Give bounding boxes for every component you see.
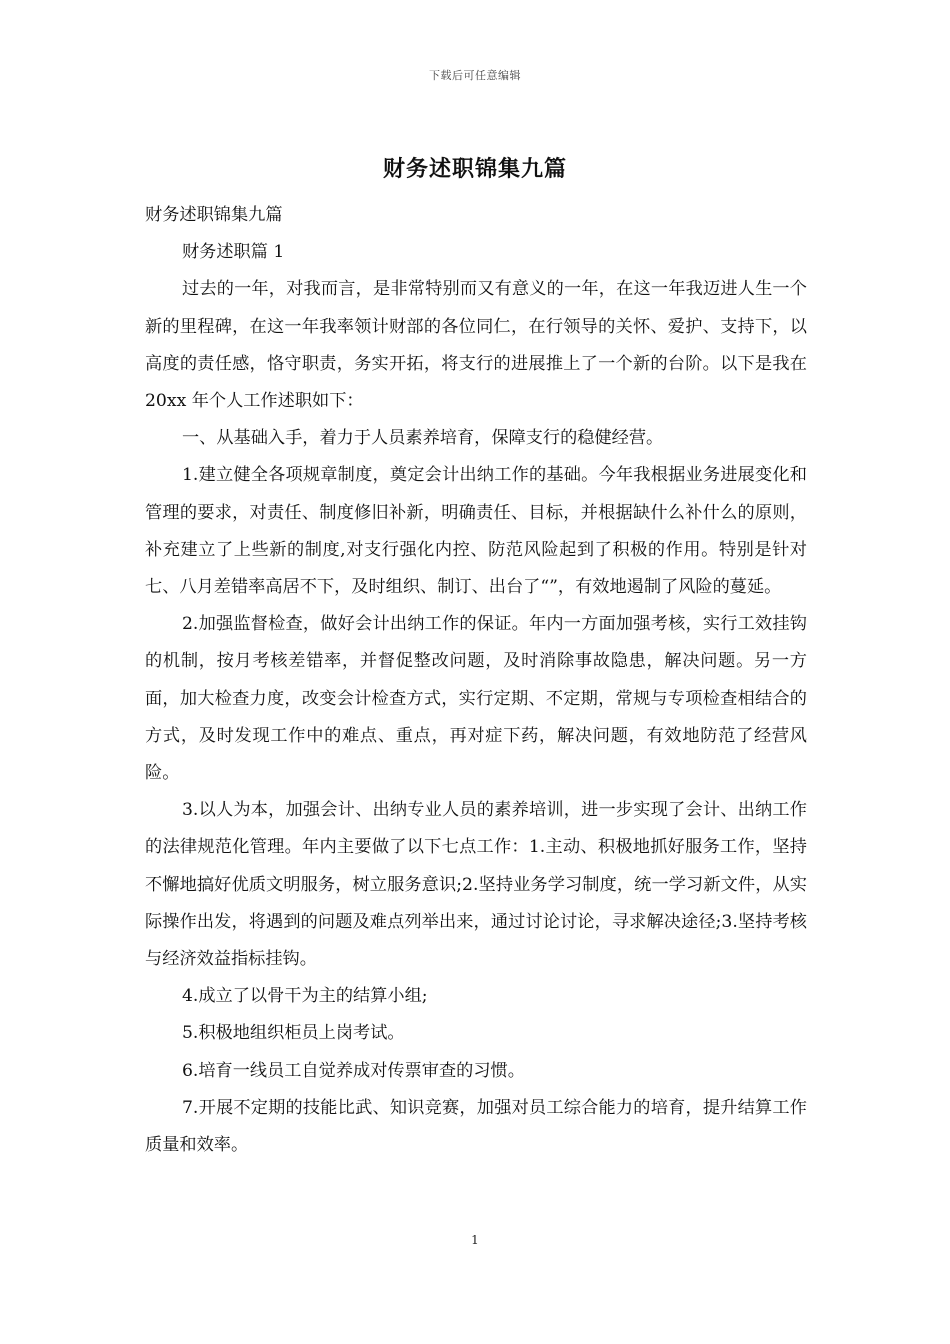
paragraph: 4.成立了以骨干为主的结算小组; <box>181 986 428 1007</box>
document-title: 财务述职锦集九篇 <box>382 156 567 182</box>
page-number: 1 <box>471 1233 479 1247</box>
paragraph: 3.以人为本，加强会计、出纳专业人员的素养培训，进一步实现了会计、出纳工作的法律规范化管理。年内主要做了以下七点工作：1.主动、积极地抓好服务工作，坚持不懈地搞好优质文明服务，树立服务意识;2.坚持业务学习制度，统一学习新文件，从实际操作出发，将遇到的问题及难点列举出来，通过讨论讨论，寻求解决途径;3.坚持考核与经济效益指标挂钩。 <box>145 800 807 970</box>
document-subtitle: 财务述职锦集九篇 <box>145 205 283 225</box>
header-note: 下载后可任意编辑 <box>429 69 521 82</box>
paragraph: 6.培育一线员工自觉养成对传票审查的习惯。 <box>181 1060 525 1081</box>
paragraph: 一、从基础入手，着力于人员素养培育，保障支行的稳健经营。 <box>181 428 664 449</box>
paragraph: 过去的一年，对我而言，是非常特别而又有意义的一年，在这一年我迈进人生一个新的里程碑，在这一年我率领计财部的各位同仁，在行领导的关怀、爱护、支持下，以高度的责任感，恪守职责，务实开拓，将支行的进展推上了一个新的台阶。以下是我在 20xx 年个人工作述职如下： <box>145 279 807 412</box>
paragraph: 7.开展不定期的技能比武、知识竞赛，加强对员工综合能力的培育，提升结算工作质量和效率。 <box>145 1097 807 1156</box>
paragraph: 2.加强监督检查，做好会计出纳工作的保证。年内一方面加强考核，实行工效挂钩的机制，按月考核差错率，并督促整改问题，及时消除事故隐患，解决问题。另一方面，加大检查力度，改变会计检查方式，实行定期、不定期，常规与专项检查相结合的方式，及时发现工作中的难点、重点，再对症下药，解决问题，有效地防范了经营风险。 <box>145 614 807 784</box>
paragraph: 5.积极地组织柜员上岗考试。 <box>181 1023 405 1044</box>
document-body <box>145 197 807 1164</box>
paragraph: 1.建立健全各项规章制度，奠定会计出纳工作的基础。今年我根据业务进展变化和管理的要求，对责任、制度修旧补新，明确责任、目标，并根据缺什么补什么的原则，补充建立了上些新的制度,对支行强化内控、防范风险起到了积极的作用。特别是针对七、八月差错率高居不下，及时组织、制订、出台了“”，有效地遏制了风险的蔓延。 <box>145 465 807 598</box>
section-heading: 财务述职篇 1 <box>181 242 285 263</box>
